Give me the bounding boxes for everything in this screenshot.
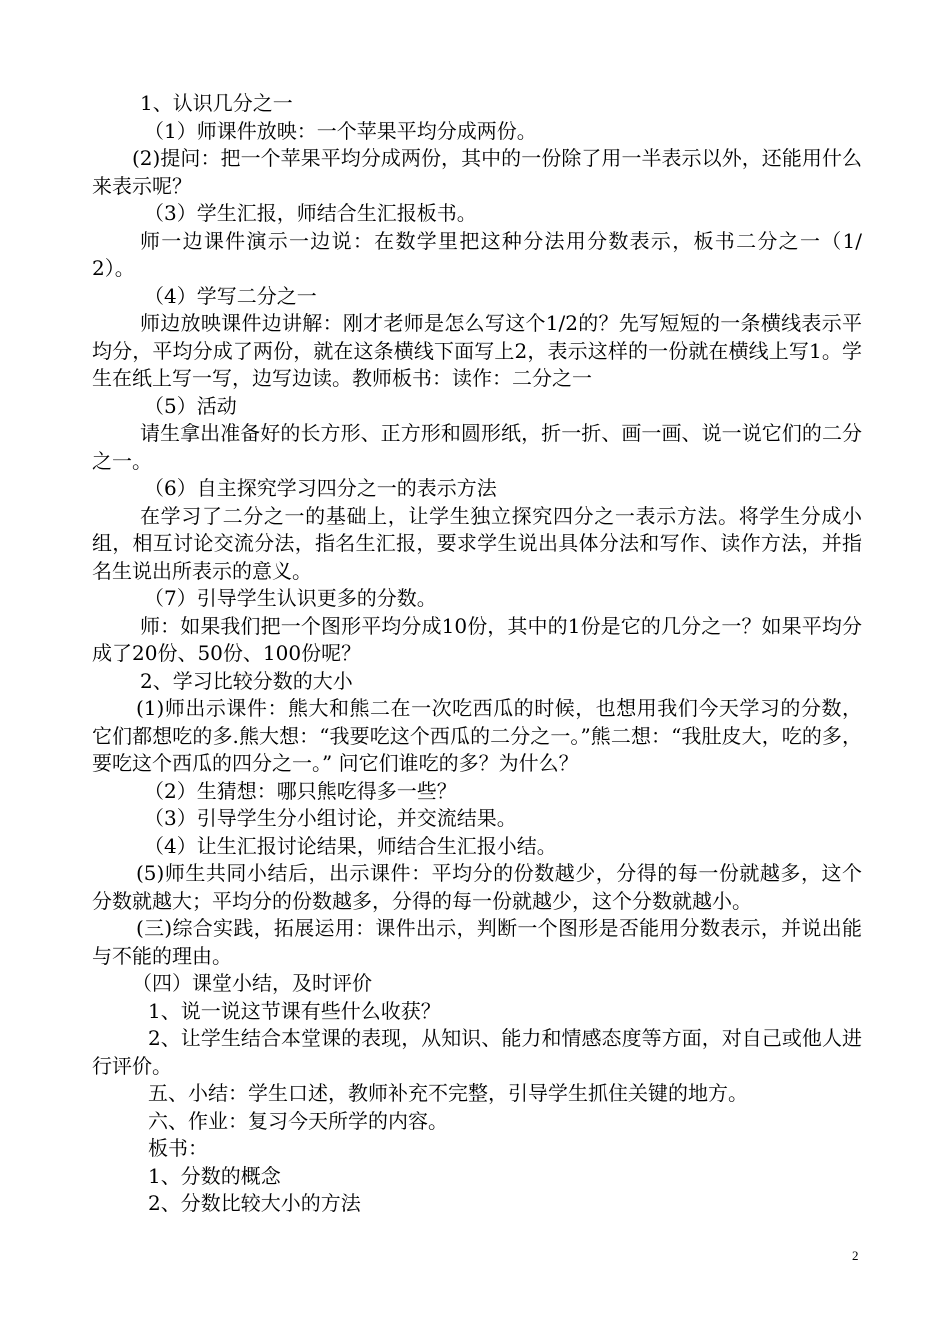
paragraph-25: 六、作业：复习今天所学的内容。 <box>148 1108 448 1133</box>
paragraph-16: （2）生猜想：哪只熊吃得多一些？ <box>144 778 457 803</box>
paragraph-5: 师一边课件演示一边说：在数学里把这种分法用分数表示，板书二分之一（1/2）。 <box>92 228 862 280</box>
paragraph-6: （4）学写二分之一 <box>144 283 317 308</box>
page-number: 2 <box>852 1248 859 1263</box>
paragraph-23: 2、让学生结合本堂课的表现，从知识、能力和情感态度等方面，对自己或他人进行评价。 <box>92 1026 862 1078</box>
document-body <box>92 90 862 1218</box>
paragraph-15: (1)师出示课件：熊大和熊二在一次吃西瓜的时候，也想用我们今天学习的分数，它们都想吃的多.熊大想：“我要吃这个西瓜的二分之一。”熊二想：“我肚皮大，吃的多，要吃这个西瓜的四分之一。” 问它们谁吃的多？为什么？ <box>92 696 862 775</box>
paragraph-14: 2、学习比较分数的大小 <box>140 668 353 693</box>
paragraph-22: 1、说一说这节课有些什么收获？ <box>148 998 441 1023</box>
paragraph-2: （1）师课件放映：一个苹果平均分成两份。 <box>144 118 537 143</box>
paragraph-9: 请生拿出准备好的长方形、正方形和圆形纸，折一折、画一画、说一说它们的二分之一。 <box>92 421 862 473</box>
paragraph-7: 师边放映课件边讲解：刚才老师是怎么写这个1/2的？先写短短的一条横线表示平均分，平均分成了两份，就在这条横线下面写上2，表示这样的一份就在横线上写1。学生在纸上写一写，边写边读。教师板书：读作：二分之一 <box>92 311 862 390</box>
paragraph-26: 板书： <box>148 1136 208 1160</box>
paragraph-4: （3）学生汇报，师结合生汇报板书。 <box>144 201 477 225</box>
paragraph-17: （3）引导学生分小组讨论，并交流结果。 <box>144 806 517 830</box>
paragraph-10: （6）自主探究学习四分之一的表示方法 <box>144 476 497 500</box>
paragraph-18: （4）让生汇报讨论结果，师结合生汇报小结。 <box>144 833 557 858</box>
paragraph-20: (三)综合实践，拓展运用：课件出示，判断一个图形是否能用分数表示，并说出能与不能的理由。 <box>92 916 862 968</box>
paragraph-3: (2)提问：把一个苹果平均分成两份，其中的一份除了用一半表示以外，还能用什么来表示呢？ <box>92 146 862 198</box>
paragraph-13: 师：如果我们把一个图形平均分成10份，其中的1份是它的几分之一？如果平均分成了20份、50份、100份呢？ <box>92 613 862 665</box>
paragraph-27: 1、分数的概念 <box>148 1163 281 1188</box>
paragraph-11: 在学习了二分之一的基础上，让学生独立探究四分之一表示方法。将学生分成小组，相互讨论交流分法，指名生汇报，要求学生说出具体分法和写作、读作方法，并指名生说出所表示的意义。 <box>92 503 862 583</box>
paragraph-28: 2、分数比较大小的方法 <box>148 1191 361 1215</box>
paragraph-21: （四）课堂小结，及时评价 <box>132 971 372 995</box>
paragraph-24: 五、小结：学生口述，教师补充不完整，引导学生抓住关键的地方。 <box>148 1081 748 1105</box>
paragraph-12: （7）引导学生认识更多的分数。 <box>144 586 437 610</box>
paragraph-19: (5)师生共同小结后，出示课件：平均分的份数越少，分得的每一份就越多，这个分数就越大；平均分的份数越多，分得的每一份就越少，这个分数就越小。 <box>92 861 862 913</box>
paragraph-8: （5）活动 <box>144 393 237 418</box>
paragraph-1: 1、认识几分之一 <box>140 91 293 115</box>
